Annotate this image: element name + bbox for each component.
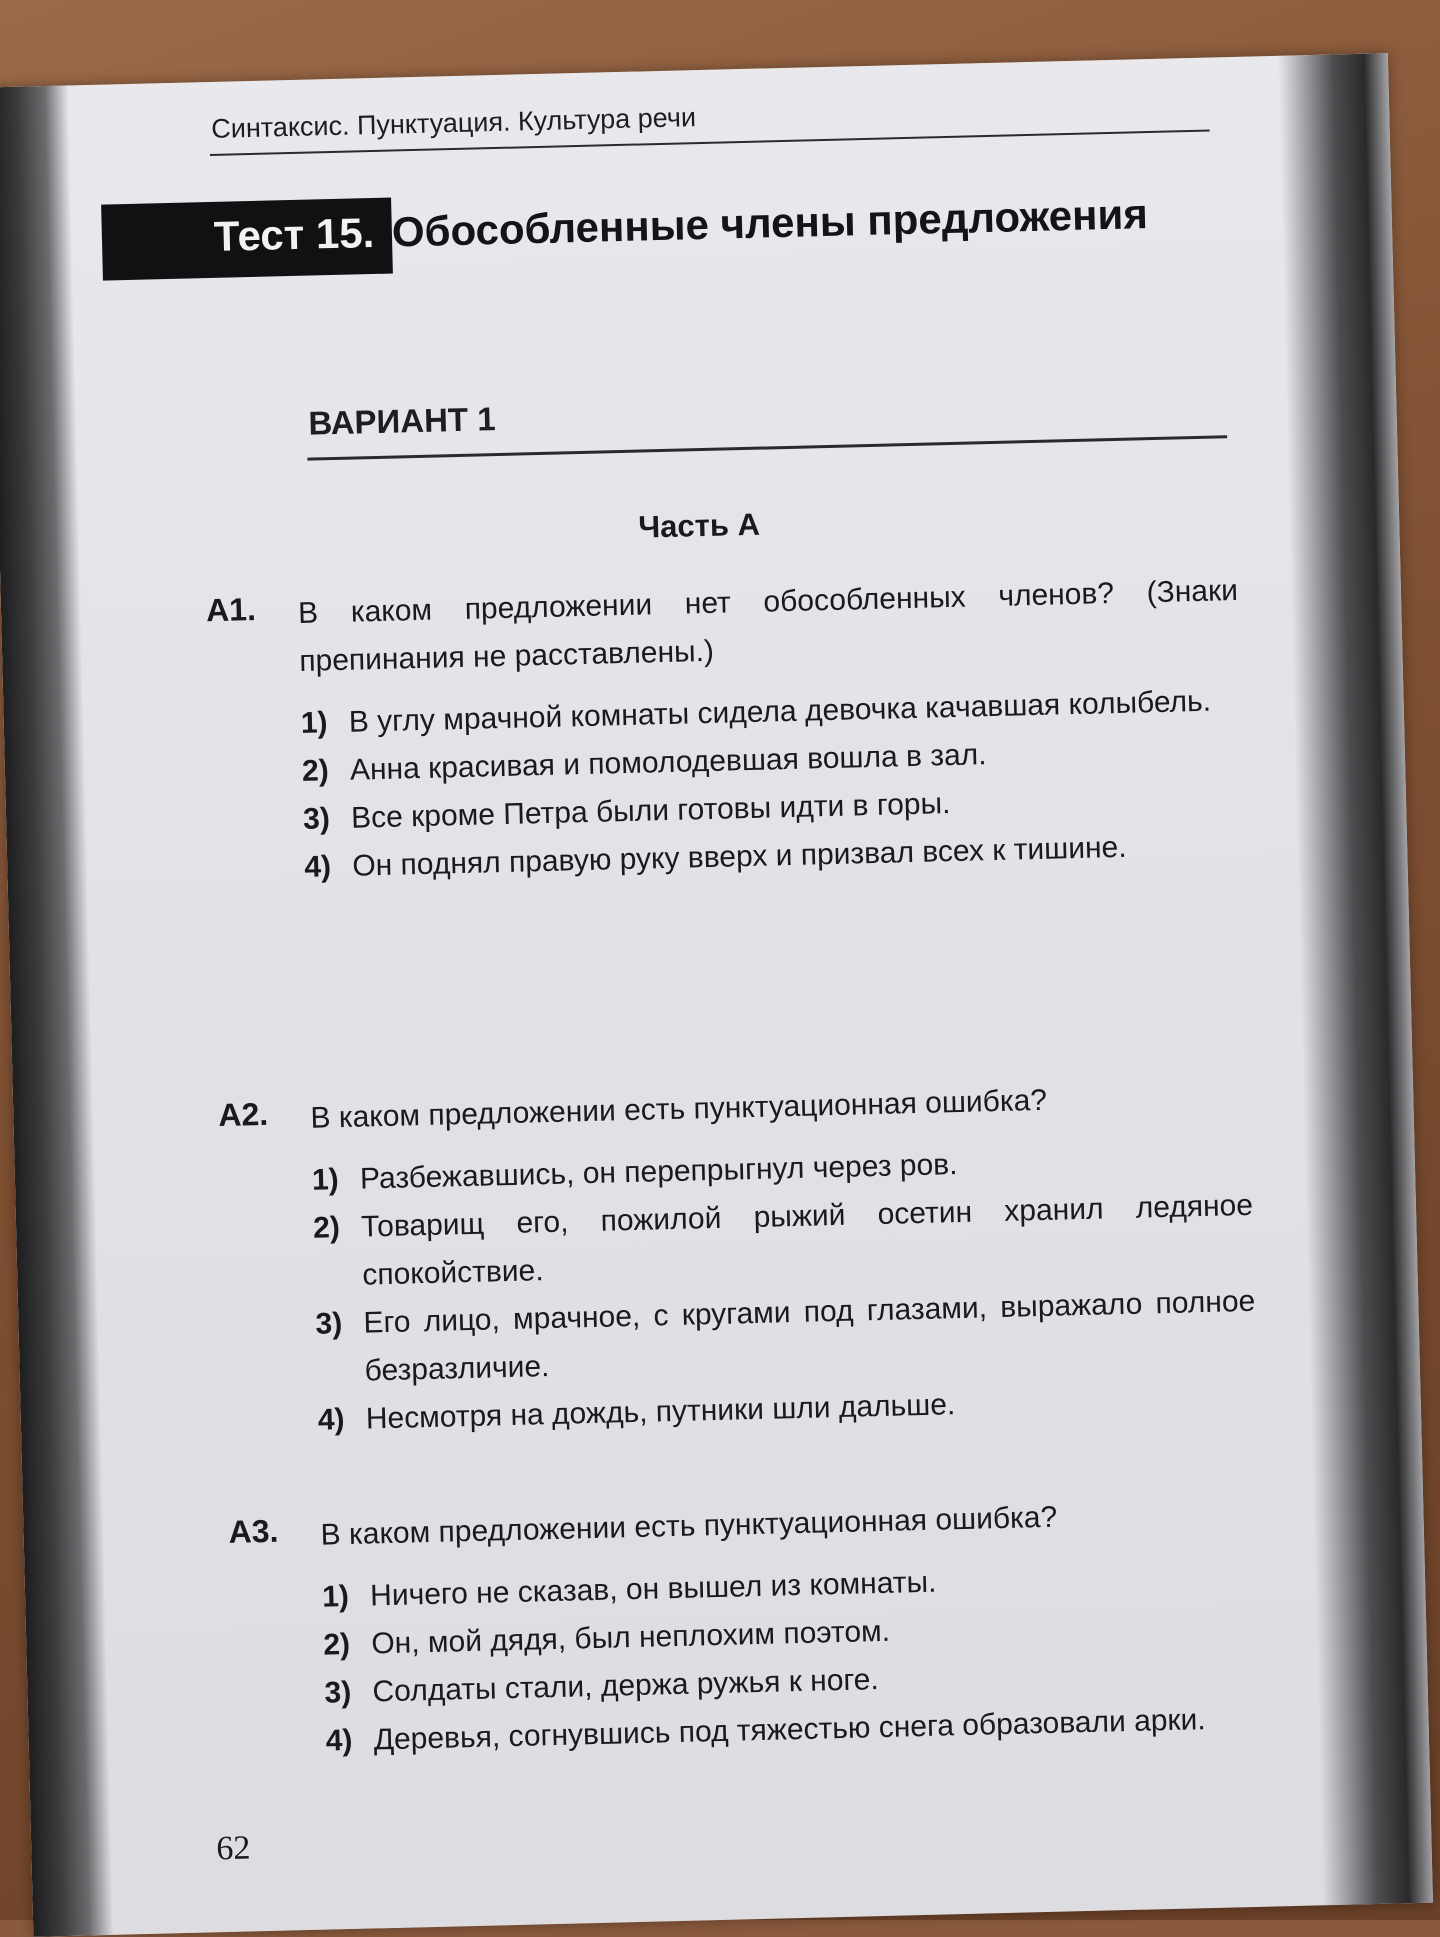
running-head: Синтаксис. Пунктуация. Культура речи bbox=[210, 102, 697, 144]
test-label: Тест 15. bbox=[213, 208, 375, 260]
options-list bbox=[311, 1134, 1258, 1445]
option-number: 3) bbox=[315, 1307, 343, 1341]
option-number: 1) bbox=[300, 706, 328, 740]
paper-page bbox=[0, 53, 1433, 1937]
page-content bbox=[0, 53, 1433, 1937]
question-number: А3. bbox=[228, 1512, 279, 1550]
option-number: 2) bbox=[312, 1211, 341, 1245]
options-list bbox=[300, 677, 1244, 892]
option-number: 4) bbox=[325, 1723, 353, 1758]
question-text: В каком предложении есть пунктуационная ошибка? bbox=[320, 1500, 1058, 1552]
option-text: Анна красивая и помолодевшая вошла в зал. bbox=[349, 738, 987, 787]
option-text: Его лицо, мрачное, с кругами под глазами, выражало полное безразличие. bbox=[363, 1284, 1256, 1388]
question-a2 bbox=[217, 1071, 1268, 1437]
option-text: Все кроме Петра были готовы идти в горы. bbox=[350, 787, 951, 835]
option-text: Товарищ его, пожилой рыжий осетин хранил ледяное спокойствие. bbox=[360, 1188, 1254, 1292]
option-number: 3) bbox=[302, 802, 331, 836]
option-text: Разбежавшись, он перепрыгнул через ров. bbox=[359, 1148, 958, 1196]
question-number: А2. bbox=[217, 1095, 269, 1134]
option-number: 4) bbox=[303, 850, 332, 884]
option-text: Он, мой дядя, был неплохим поэтом. bbox=[370, 1614, 891, 1661]
question-a3 bbox=[228, 1488, 1278, 1758]
variant-heading: ВАРИАНТ 1 bbox=[308, 400, 497, 442]
question-text: В каком предложении нет обособленных членов? (Знаки препинания не расставлены.) bbox=[297, 573, 1239, 678]
option-text: Несмотря на дождь, путники шли дальше. bbox=[365, 1388, 956, 1436]
option-number: 2) bbox=[301, 754, 330, 788]
option-number: 1) bbox=[321, 1580, 350, 1614]
question-number: А1. bbox=[205, 590, 257, 629]
question-text: В каком предложении есть пунктуационная ошибка? bbox=[310, 1083, 1048, 1135]
option-text: В углу мрачной комнаты сидела девочка качавшая колыбель. bbox=[348, 684, 1212, 739]
option-number: 3) bbox=[324, 1675, 352, 1710]
option-text: Ничего не сказав, он вышел из комнаты. bbox=[369, 1565, 937, 1613]
page-number: 62 bbox=[215, 1829, 251, 1868]
part-heading: Часть А bbox=[637, 506, 761, 545]
question-a1 bbox=[205, 567, 1256, 884]
option-number: 4) bbox=[317, 1403, 345, 1437]
options-list bbox=[322, 1551, 1266, 1766]
option-text: Деревья, согнувшись под тяжестью снега образовали арки. bbox=[373, 1703, 1207, 1757]
option-number: 1) bbox=[311, 1163, 340, 1197]
option-number: 2) bbox=[322, 1628, 351, 1662]
option-text: Солдаты стали, держа ружья к ноге. bbox=[372, 1663, 880, 1709]
option-text: Он поднял правую руку вверх и призвал всех к тишине. bbox=[351, 830, 1127, 883]
test-title: Обособленные члены предложения bbox=[391, 190, 1149, 256]
